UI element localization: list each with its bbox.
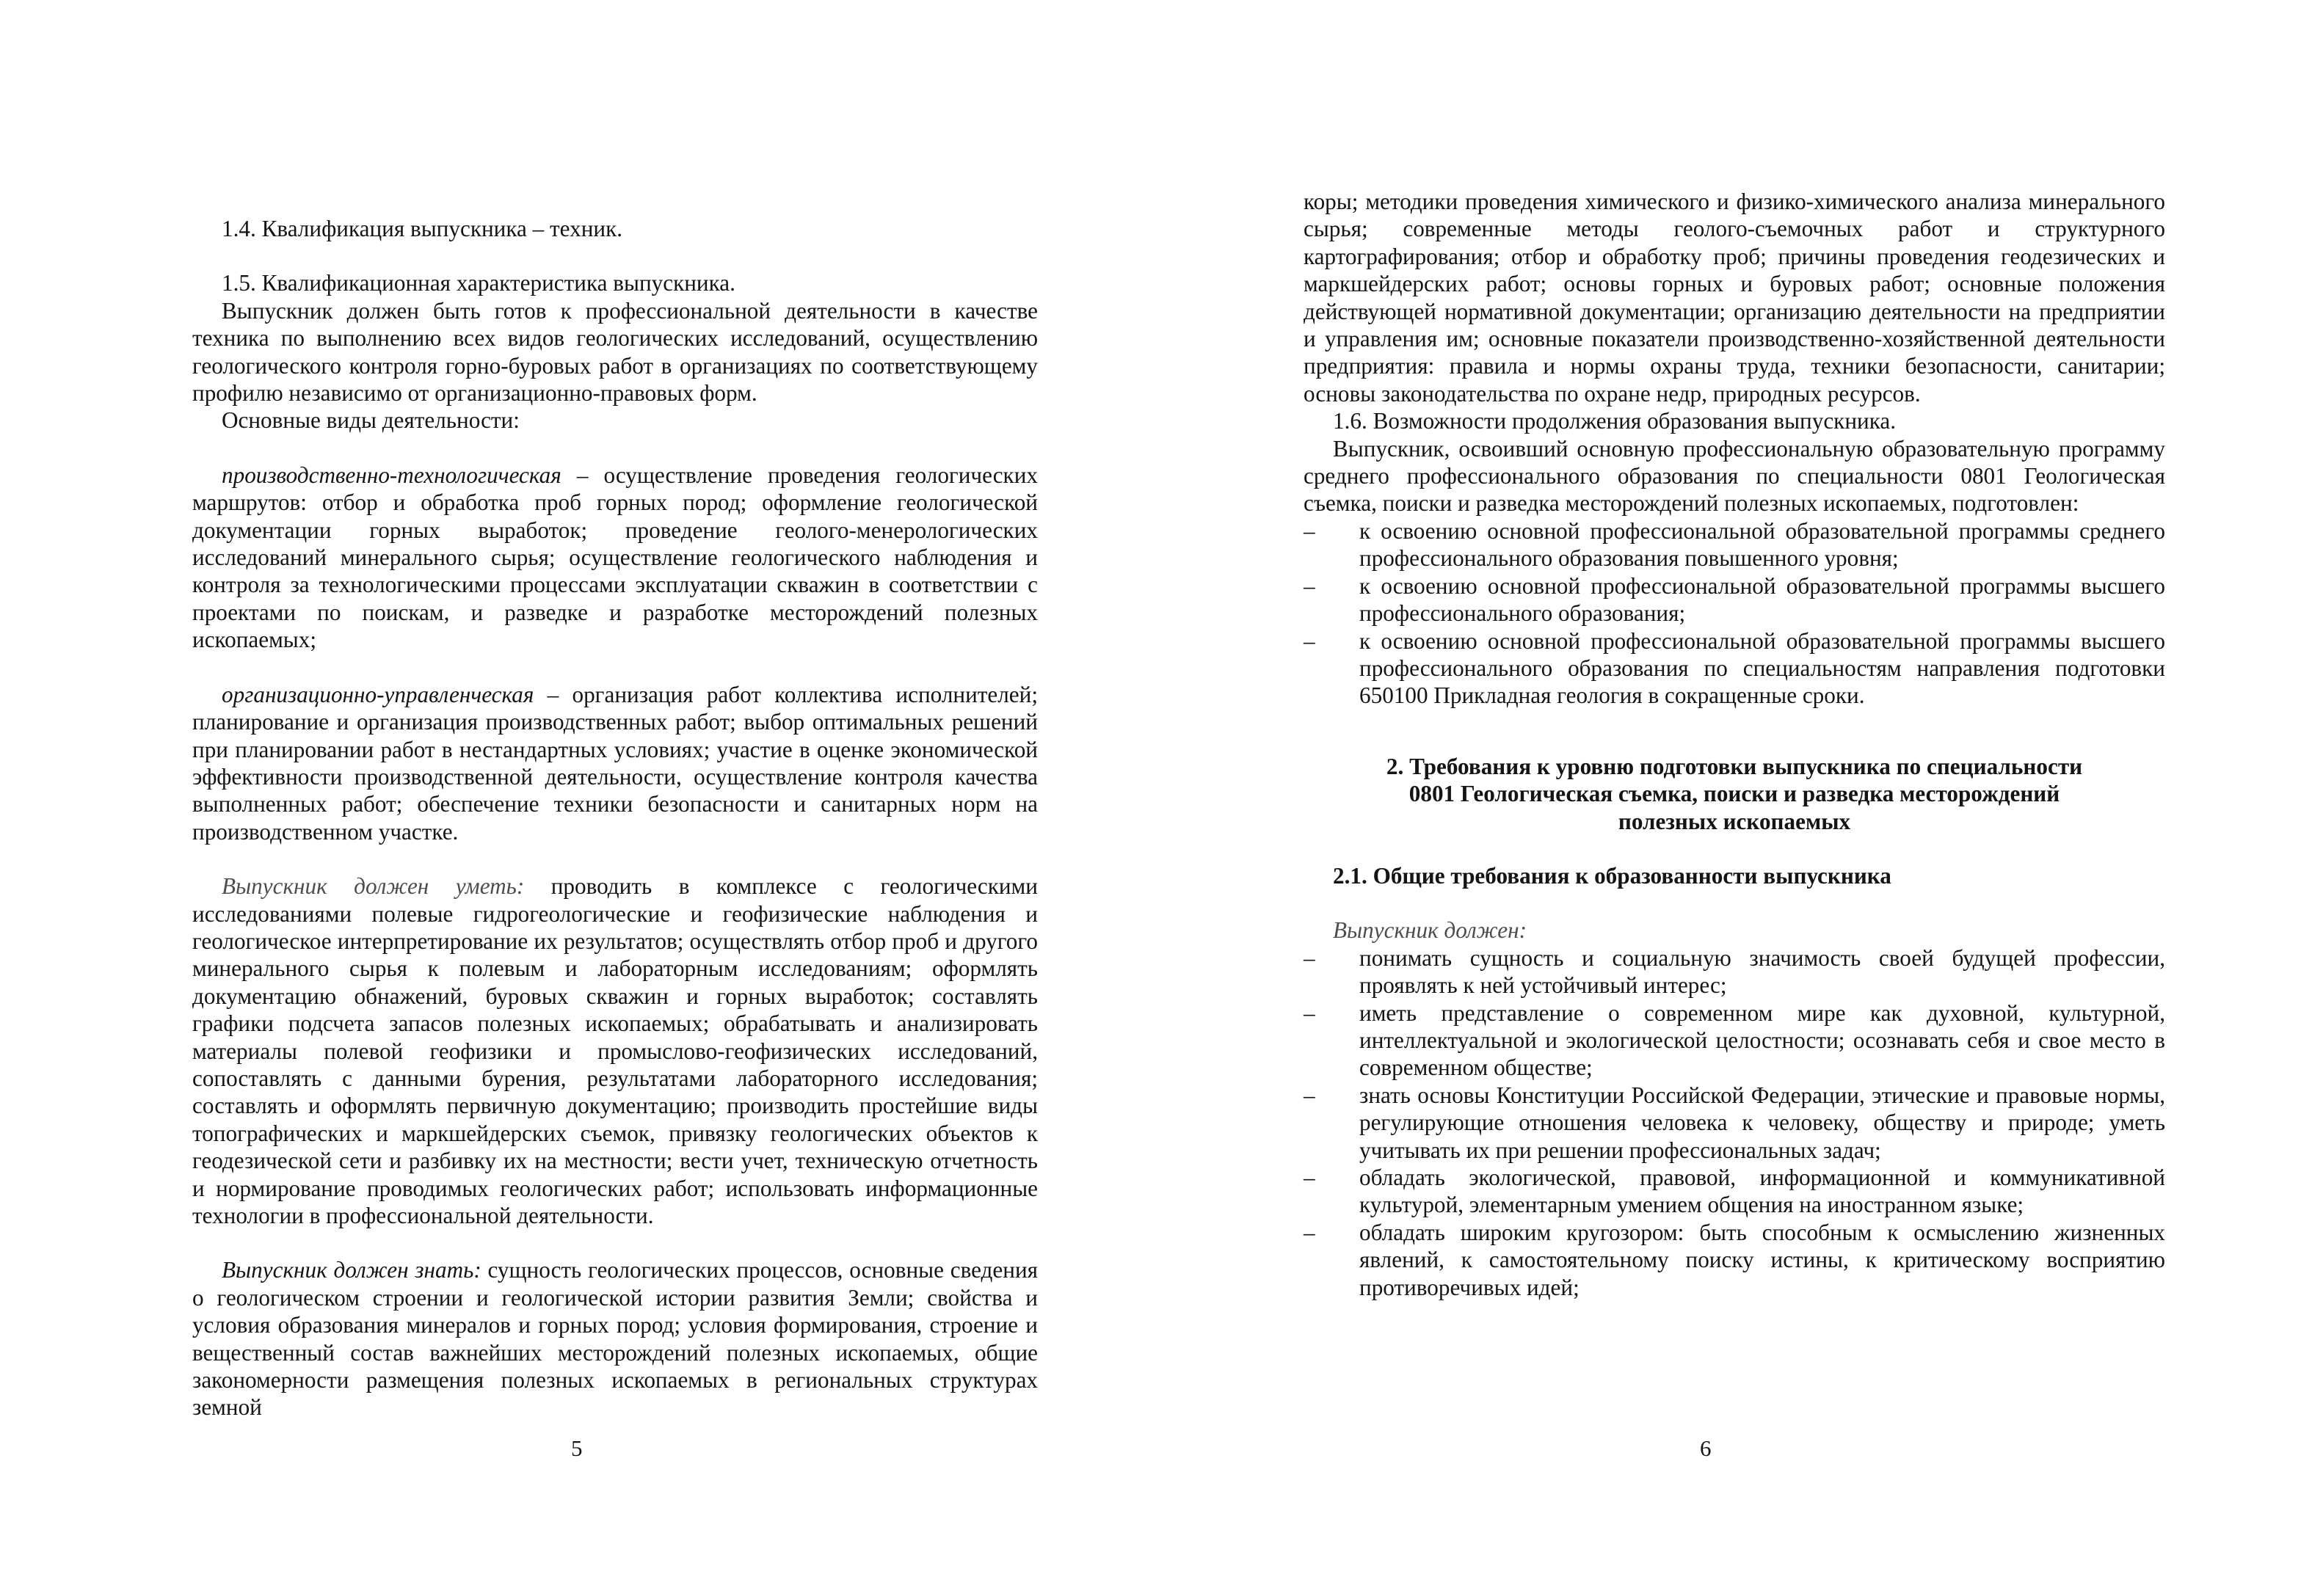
activity-production-text: – осуществление проведения геологических маршрутов: отбор и обработка проб горных пород; оформление геологической документации горных выработок; проведение геолого-менерологических исследований минерального сырья; осуществление геологического наблюдения и контроля за технологическими процессами эксплуатации скважин в соответствии с проектами по поискам, и разведке и разработке месторождений полезных ископаемых; — [192, 462, 1038, 653]
dash-bullet: – — [1304, 627, 1315, 654]
knowledge-text: сущность геологических процессов, основные сведения о геологическом строении и геологической истории развития Земли; свойства и условия образования минералов и горных пород; условия формирования, строение и вещественный состав важнейших месторождений полезных ископаемых, общие закономерности размещения полезных ископаемых в региональных структурах земной — [192, 1257, 1038, 1421]
continuation-list — [1304, 517, 2165, 710]
dash-bullet: – — [1304, 1165, 1315, 1190]
dash-bullet: – — [1304, 517, 1315, 544]
list-item: – иметь представление о современном мире как духовной, культурной, интеллектуальной и экологической целостности; осознавать себя и свое место в современном обществе; — [1304, 999, 2165, 1081]
activities-intro: Основные виды деятельности: — [222, 407, 520, 434]
activity-management-text: – организация работ коллектива исполнителей; планирование и организация производственных работ; выбор оптимальных решений при планировании работ в нестандартных условиях; участие в оценке экономической эффективности производственной деятельности, осуществление контроля качества выполненных работ; обеспечение техники безопасности и санитарных норм на производственном участке. — [192, 681, 1038, 845]
activity-management — [192, 681, 1038, 845]
section-2-1-heading: 2.1. Общие требования к образованности выпускника — [1333, 862, 1891, 889]
page-right-text — [1304, 188, 2165, 1301]
activity-production-term: производственно-технологическая — [222, 462, 561, 488]
activity-production — [192, 462, 1038, 654]
knowledge-term: Выпускник должен знать: — [222, 1257, 481, 1283]
dash-bullet: – — [1304, 1082, 1315, 1108]
characteristic-body: Выпускник должен быть готов к профессиональной деятельности в качестве техника по выполнению всех видов геологических исследований, осуществлению геологического контроля горно-буровых работ в организациях по соответствующему профилю независимо от организационно-правовых форм. — [192, 297, 1038, 407]
list-item: – к освоению основной профессиональной образовательной программы высшего профессионального образования по специальностям направления подготовки 650100 Прикладная геология в сокращенные сроки. — [1304, 627, 2165, 709]
continuation-heading: 1.6. Возможности продолжения образования выпускника. — [1333, 408, 1897, 434]
activity-management-term: организационно-управленческая — [222, 681, 534, 707]
knowledge-continuation: коры; методики проведения химического и физико-химического анализа минерального сырья; современные методы геолого-съемочных работ и структурного картографирования; отбор и обработку проб; причины проведения геодезических и маркшейдерских работ; основы горных и буровых работ; основные положения действующей нормативной документации; организацию деятельности на предприятии и управления им; основные показатели производственно-хозяйственной деятельности предприятия: правила и нормы охраны труда, техники безопасности, санитарии; основы законодательства по охране недр, природных ресурсов. — [1304, 189, 2165, 407]
skills-term: Выпускник должен уметь: — [222, 873, 525, 900]
list-item: – обладать широким кругозором: быть способным к осмыслению жизненных явлений, к самостоятельному поиску истины, к критическому восприятию противоречивых идей; — [1304, 1219, 2165, 1300]
list-item: – обладать экологической, правовой, информационной и коммуникативной культурой, элементарным умением общения на иностранном языке; — [1304, 1165, 2165, 1218]
list-item: – знать основы Конституции Российской Федерации, этические и правовые нормы, регулирующие отношения человека к человеку, обществу и природе; уметь учитывать их при решении профессиональных задач; — [1304, 1082, 2165, 1163]
list-item: – понимать сущность и социальную значимость своей будущей профессии, проявлять к ней устойчивый интерес; — [1304, 944, 2165, 999]
page-number-right: 6 — [1700, 1435, 1712, 1461]
knowledge-paragraph — [192, 1256, 1038, 1421]
page-left-text — [192, 215, 1038, 1421]
section-2-heading: 2. Требования к уровню подготовки выпускника по специальности 0801 Геологическая съемка, поиски и разведка месторождений полезных ископаемых — [1386, 753, 2083, 834]
dash-bullet: – — [1304, 1219, 1315, 1245]
requirements-list — [1304, 944, 2165, 1301]
must-label: Выпускник должен: — [1333, 917, 1527, 944]
dash-bullet: – — [1304, 944, 1315, 971]
dash-bullet: – — [1304, 999, 1315, 1026]
qualification-paragraph: 1.4. Квалификация выпускника – техник. — [222, 216, 623, 241]
characteristic-heading: 1.5. Квалификационная характеристика выпускника. — [222, 270, 735, 296]
list-item: – к освоению основной профессиональной образовательной программы среднего профессионального образования повышенного уровня; — [1304, 517, 2165, 572]
continuation-body: Выпускник, освоивший основную профессиональную образовательную программу среднего профессионального образования по специальности 0801 Геологическая съемка, поиски и разведка месторождений полезных ископаемых, подготовлен: — [1304, 435, 2165, 517]
skills-paragraph — [192, 872, 1038, 1229]
skills-text: проводить в комплексе с геологическими исследованиями полевые гидрогеологические и геофизические наблюдения и геологическое интерпретирование их результатов; осуществлять отбор проб и другого минерального сырья к полевым и лабораторным исследованиям; оформлять документацию обнажений, буровых скважин и горных выработок; составлять графики подсчета запасов полезных ископаемых; обрабатывать и анализировать материалы полевой геофизики и промыслово-геофизических исследований, сопоставлять с данными бурения, результатами лабораторного исследования; составлять и оформлять первичную документацию; производить простейшие виды топографических и маркшейдерских съемок, привязку геологических объектов к геодезической сети и разбивку их на местности; вести учет, техническую отчетность и нормирование проводимых геологических работ; использовать информационные технологии в профессиональной деятельности. — [192, 873, 1038, 1228]
page-number-left: 5 — [571, 1435, 583, 1461]
dash-bullet: – — [1304, 572, 1315, 599]
list-item: – к освоению основной профессиональной образовательной программы высшего профессионального образования; — [1304, 572, 2165, 627]
